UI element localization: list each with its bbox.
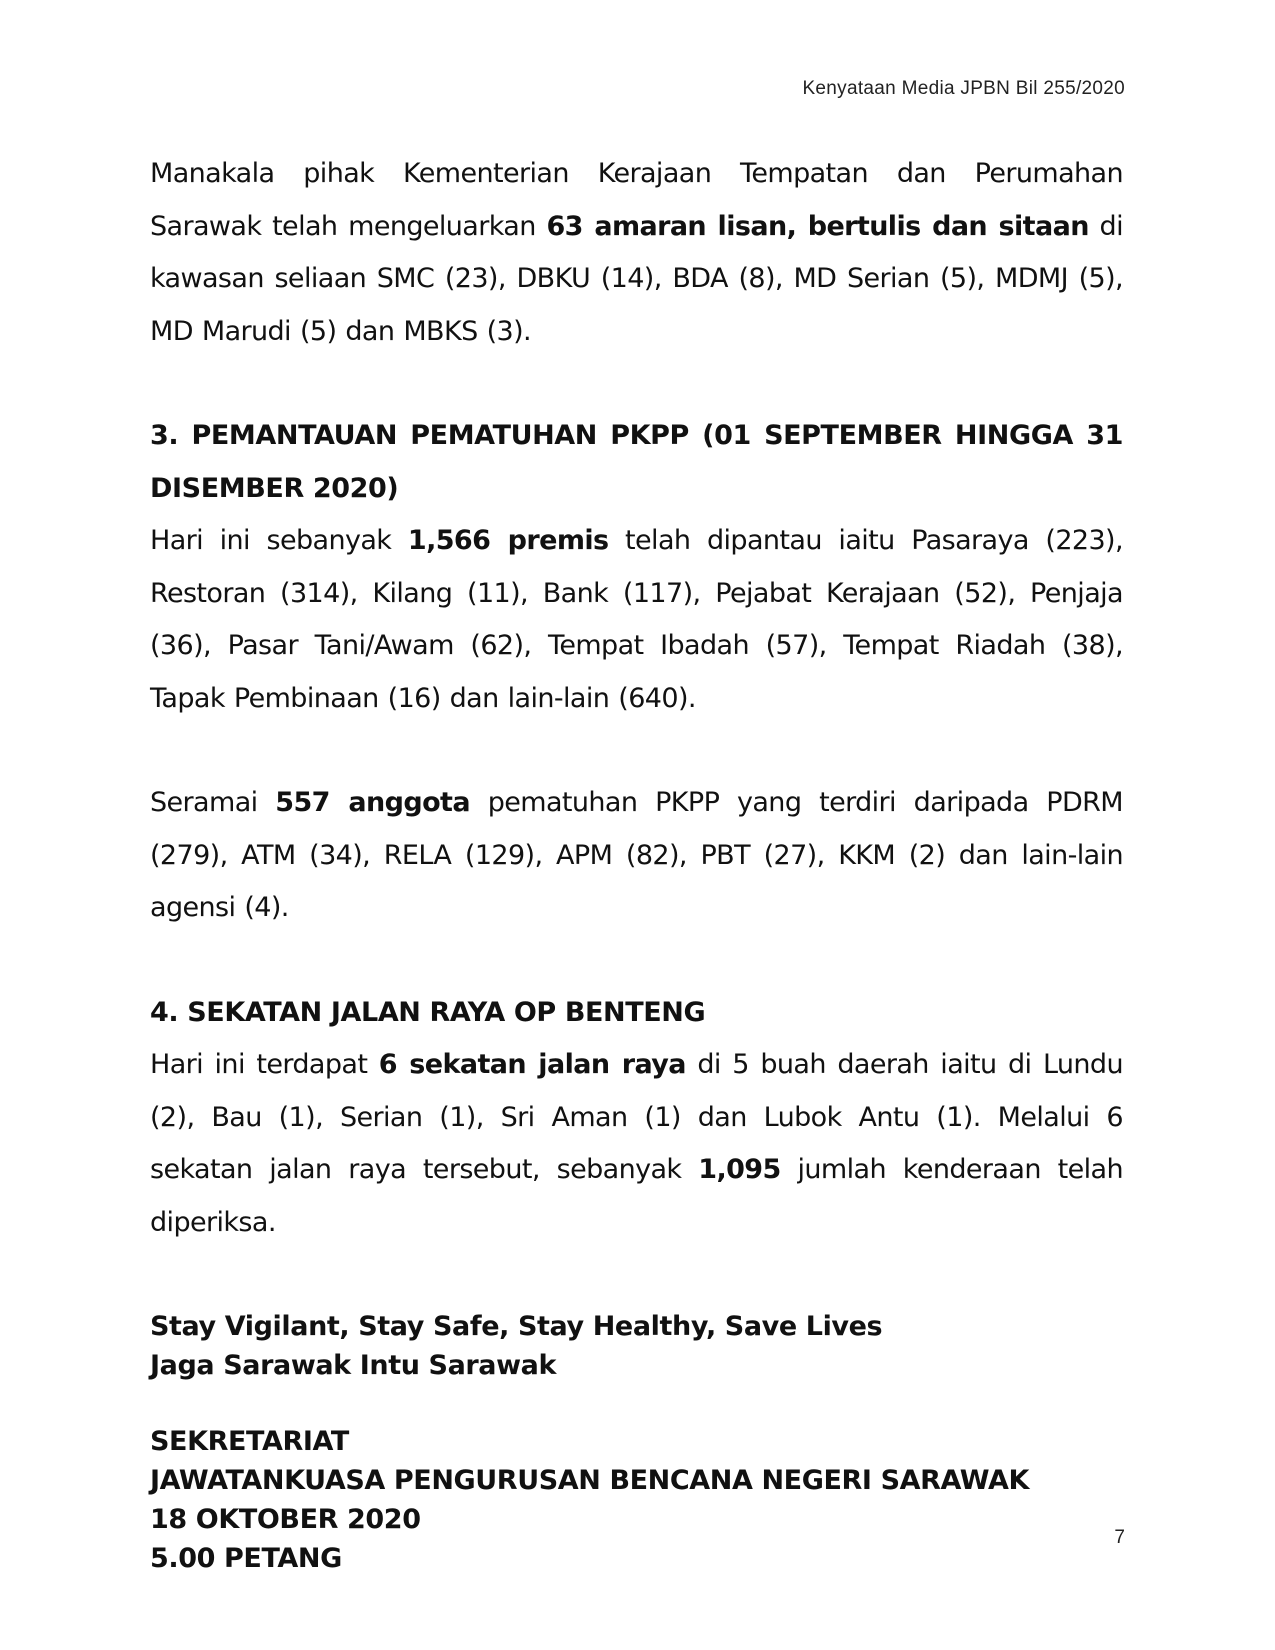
signature-time: 5.00 PETANG — [150, 1543, 342, 1574]
paragraph-text: Hari ini terdapat — [150, 1049, 379, 1080]
bold-figure: 557 anggota — [275, 787, 470, 818]
paragraph-premises — [150, 515, 1123, 725]
section-3-heading: 3. PEMANTAUAN PEMATUHAN PKPP (01 SEPTEMBER HINGGA 31 DISEMBER 2020) — [150, 420, 1123, 504]
paragraph-text: pematuhan PKPP yang terdiri daripada PDRM (279), ATM (34), RELA (129), APM (82), PBT (27), KKM (2) dan lain-lain agensi (4). — [150, 787, 1123, 923]
paragraph-text: Manakala pihak Kementerian Kerajaan Tempatan dan Perumahan Sarawak telah mengeluarkan — [150, 158, 1123, 242]
paragraph-text: jumlah kenderaan telah diperiksa. — [150, 1154, 1123, 1238]
paragraph-text: Hari ini sebanyak — [150, 525, 408, 556]
paragraph-text: di 5 buah daerah iaitu di Lundu (2), Bau (1), Serian (1), Sri Aman (1) dan Lubok Antu (1). Melalui 6 sekatan jalan raya tersebut, sebanyak — [150, 1049, 1123, 1185]
paragraph-text: Seramai — [150, 787, 276, 818]
paragraph-text: telah dipantau iaitu Pasaraya (223), Restoran (314), Kilang (11), Bank (117), Pejabat Kerajaan (52), Penjaja (36), Pasar Tani/Awam (62), Tempat Ibadah (57), Tempat Riadah (38), Tapak Pembinaan (16) dan lain-lain (640). — [150, 525, 1123, 714]
page-number: 7 — [1114, 1527, 1125, 1548]
bold-figure: 63 amaran lisan, bertulis dan sitaan — [546, 210, 1089, 242]
document-body — [150, 148, 1123, 1578]
paragraph-roadblocks — [150, 1039, 1123, 1249]
signature-line: SEKRETARIAT — [150, 1426, 349, 1457]
bold-figure: 1,095 — [698, 1154, 781, 1185]
signature-line: JAWATANKUASA PENGURUSAN BENCANA NEGERI SARAWAK — [150, 1465, 1029, 1496]
paragraph-members — [150, 777, 1123, 935]
document-reference: Kenyataan Media JPBN Bil 255/2020 — [802, 78, 1125, 99]
bold-figure: 6 sekatan jalan raya — [378, 1049, 686, 1080]
slogan-line: Jaga Sarawak Intu Sarawak — [150, 1350, 557, 1381]
slogan-line: Stay Vigilant, Stay Safe, Stay Healthy, Save Lives — [150, 1311, 883, 1342]
section-4-heading: 4. SEKATAN JALAN RAYA OP BENTENG — [150, 996, 706, 1028]
bold-figure: 1,566 premis — [407, 525, 609, 556]
signature-date: 18 OKTOBER 2020 — [150, 1504, 421, 1535]
paragraph-warnings — [150, 148, 1123, 358]
paragraph-text: di kawasan seliaan SMC (23), DBKU (14), BDA (8), MD Serian (5), MDMJ (5), MD Marudi (5) dan MBKS (3). — [150, 210, 1123, 347]
